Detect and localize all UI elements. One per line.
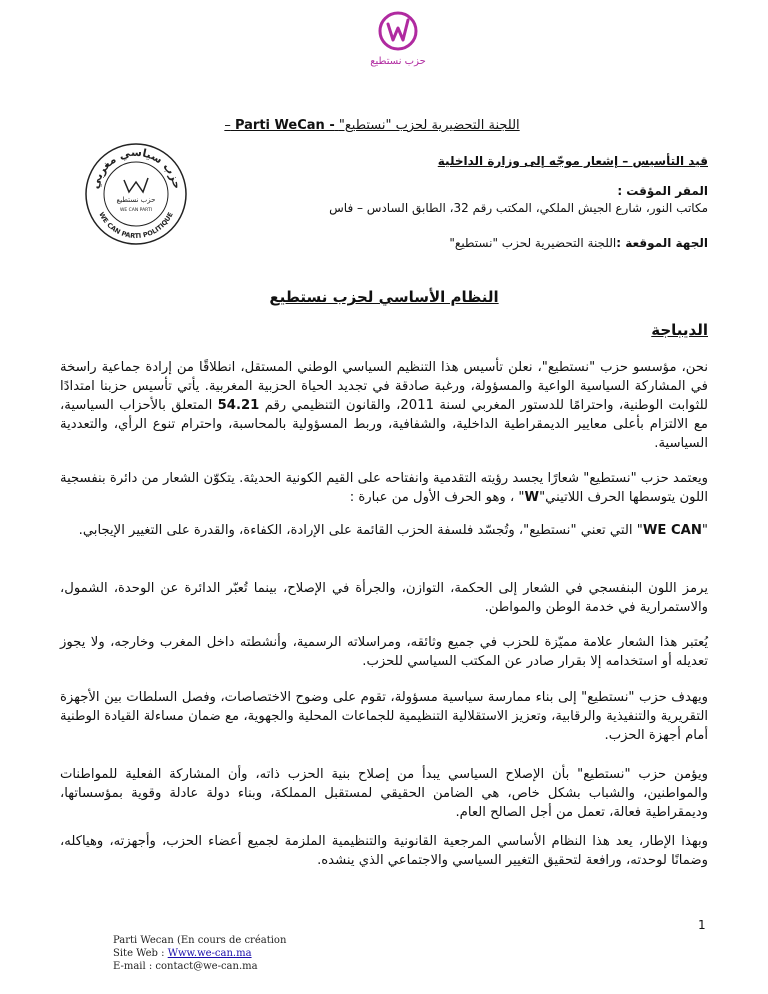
logo-letter: W — [524, 490, 540, 505]
preamble-heading: الديباجة — [651, 321, 708, 339]
signer-value: اللجنة التحضيرية لحزب "نستطيع" — [449, 236, 617, 250]
office-address: مكاتب النور، شارع الجيش الملكي، المكتب رقم 32، الطابق السادس – فاس — [329, 201, 708, 215]
header-arabic: اللجنة التحضيرية لحزب "نستطيع" — [338, 118, 520, 133]
header-latin-name: Parti WeCan - — [234, 118, 335, 133]
office-label: المقر المؤقت : — [617, 184, 708, 198]
subject-line: قيد التأسيس – إشعار موجّه إلى وزارة الداخلية — [437, 154, 708, 168]
stamp-bottom-text: WE CAN PARTI POLITIQUE — [97, 210, 175, 241]
quote-open: " — [701, 523, 708, 538]
we-can-phrase: WE CAN — [642, 523, 702, 538]
page-number: 1 — [698, 918, 706, 932]
committee-header — [162, 118, 582, 133]
footer-line-1: Parti Wecan (En cours de création — [113, 935, 287, 946]
paragraph-2-text: ويعتمد حزب "نستطيع" شعارًا يجسد رؤيته التقدمية وانفتاحه على القيم الكونية الحديثة. يتكوّن الشعار من دائرة بنفسجية اللون يتوسطها الحرف اللاتيني" — [60, 471, 708, 505]
stamp-inner-sub: WE CAN PARTI — [119, 208, 153, 213]
logo-circle-icon — [368, 8, 428, 56]
footer — [113, 934, 513, 973]
paragraph-7: ويؤمن حزب "نستطيع" بأن الإصلاح السياسي يبدأ من إصلاح بنية الحزب ذاته، وأن المشاركة الفعلية للمواطنات والمواطنين، والشباب بشكل خاص، هي الضامن الحقيقي لمستقبل المملكة، وبناء دولة عادلة وقوية بمؤسساتها، وديمقراطية فعالة، تعمل من أجل الصالح العام. — [60, 767, 708, 820]
paragraph-1 — [60, 358, 708, 453]
footer-site — [113, 947, 513, 960]
footer-site-link[interactable]: Www.we-can.ma — [167, 948, 252, 959]
footer-site-label: Site Web : — [113, 948, 168, 959]
law-number: 54.21 — [217, 398, 260, 413]
party-logo — [368, 8, 428, 80]
header-dash: – — [224, 118, 231, 133]
paragraph-1-text: نحن، مؤسسو حزب "نستطيع"، نعلن تأسيس هذا التنظيم السياسي الوطني المستقل، انطلاقًا من إرادة جماعية راسخة في المشاركة السياسية الواعية والمسؤولة، ورغبة صادقة في تجديد الحياة الحزبية المغربية. يأتي تأسيس حزبنا امتدادًا للثوابت الوطنية، واحترامًا للدستور المغربي لسنة 2011، والقانون التنظيمي رقم — [60, 360, 708, 413]
paragraph-8: وبهذا الإطار، يعد هذا النظام الأساسي المرجعية القانونية والتنظيمية الملزمة لجميع أعضاء الحزب، وأجهزته، وهياكله، وضمانًا لوحدته، ورافعة لتحقيق التغيير السياسي والاجتماعي الذي ينشده. — [60, 834, 708, 868]
logo-caption: حزب نستطيع — [370, 56, 426, 67]
paragraph-1-end: المتعلق بالأحزاب السياسية، مع الالتزام بأعلى معايير الديمقراطية الداخلية، والشفافية، وربط المسؤولية بالمحاسبة، واحترام تنوع الرأي، والتعددية السياسية. — [60, 398, 708, 451]
paragraph-6: ويهدف حزب "نستطيع" إلى بناء ممارسة سياسية مسؤولة، تقوم على وضوح الاختصاصات، وفصل السلطات بين الأجهزة التقريرية والتنفيذية والرقابية، وتعزيز الاستقلالية التنظيمية للجماعات المحلية والجهوية، مع ضمان مساءلة القيادة الوطنية أمام أجهزة الحزب. — [60, 690, 708, 743]
paragraph-2-end: " ، وهو الحرف الأول من عبارة : — [349, 490, 525, 505]
document-title: النظام الأساسي لحزب نستطيع — [269, 288, 499, 306]
stamp-top-text: حزب سياسي مغربي — [88, 145, 184, 191]
signer-line — [148, 236, 708, 250]
signer-label: الجهة الموقعة : — [616, 236, 708, 250]
footer-email[interactable]: E-mail : contact@we-can.ma — [113, 961, 258, 972]
paragraph-2 — [60, 469, 708, 507]
paragraph-3-text: " التي تعني "نستطيع"، وتُجسّد فلسفة الحزب القائمة على الإرادة، الكفاءة، والقدرة على التغيير الإيجابي. — [78, 523, 643, 538]
stamp-w-icon — [124, 178, 148, 192]
stamp-inner-name: حزب نستطيع — [116, 196, 156, 204]
paragraph-3 — [60, 521, 708, 540]
paragraph-5: يُعتبر هذا الشعار علامة مميّزة للحزب في جميع وثائقه، ومراسلاته الرسمية، وأنشطته داخل المغرب وخارجه، ولا يجوز تعديله أو استخدامه إلا بقرار صادر عن المكتب السياسي للحزب. — [60, 635, 708, 669]
paragraph-4: يرمز اللون البنفسجي في الشعار إلى الحكمة، التوازن، والجرأة في الإصلاح، بينما تُعبّر الدائرة عن الوحدة، الشمول، والاستمرارية في خدمة الوطن والمواطن. — [60, 581, 708, 615]
